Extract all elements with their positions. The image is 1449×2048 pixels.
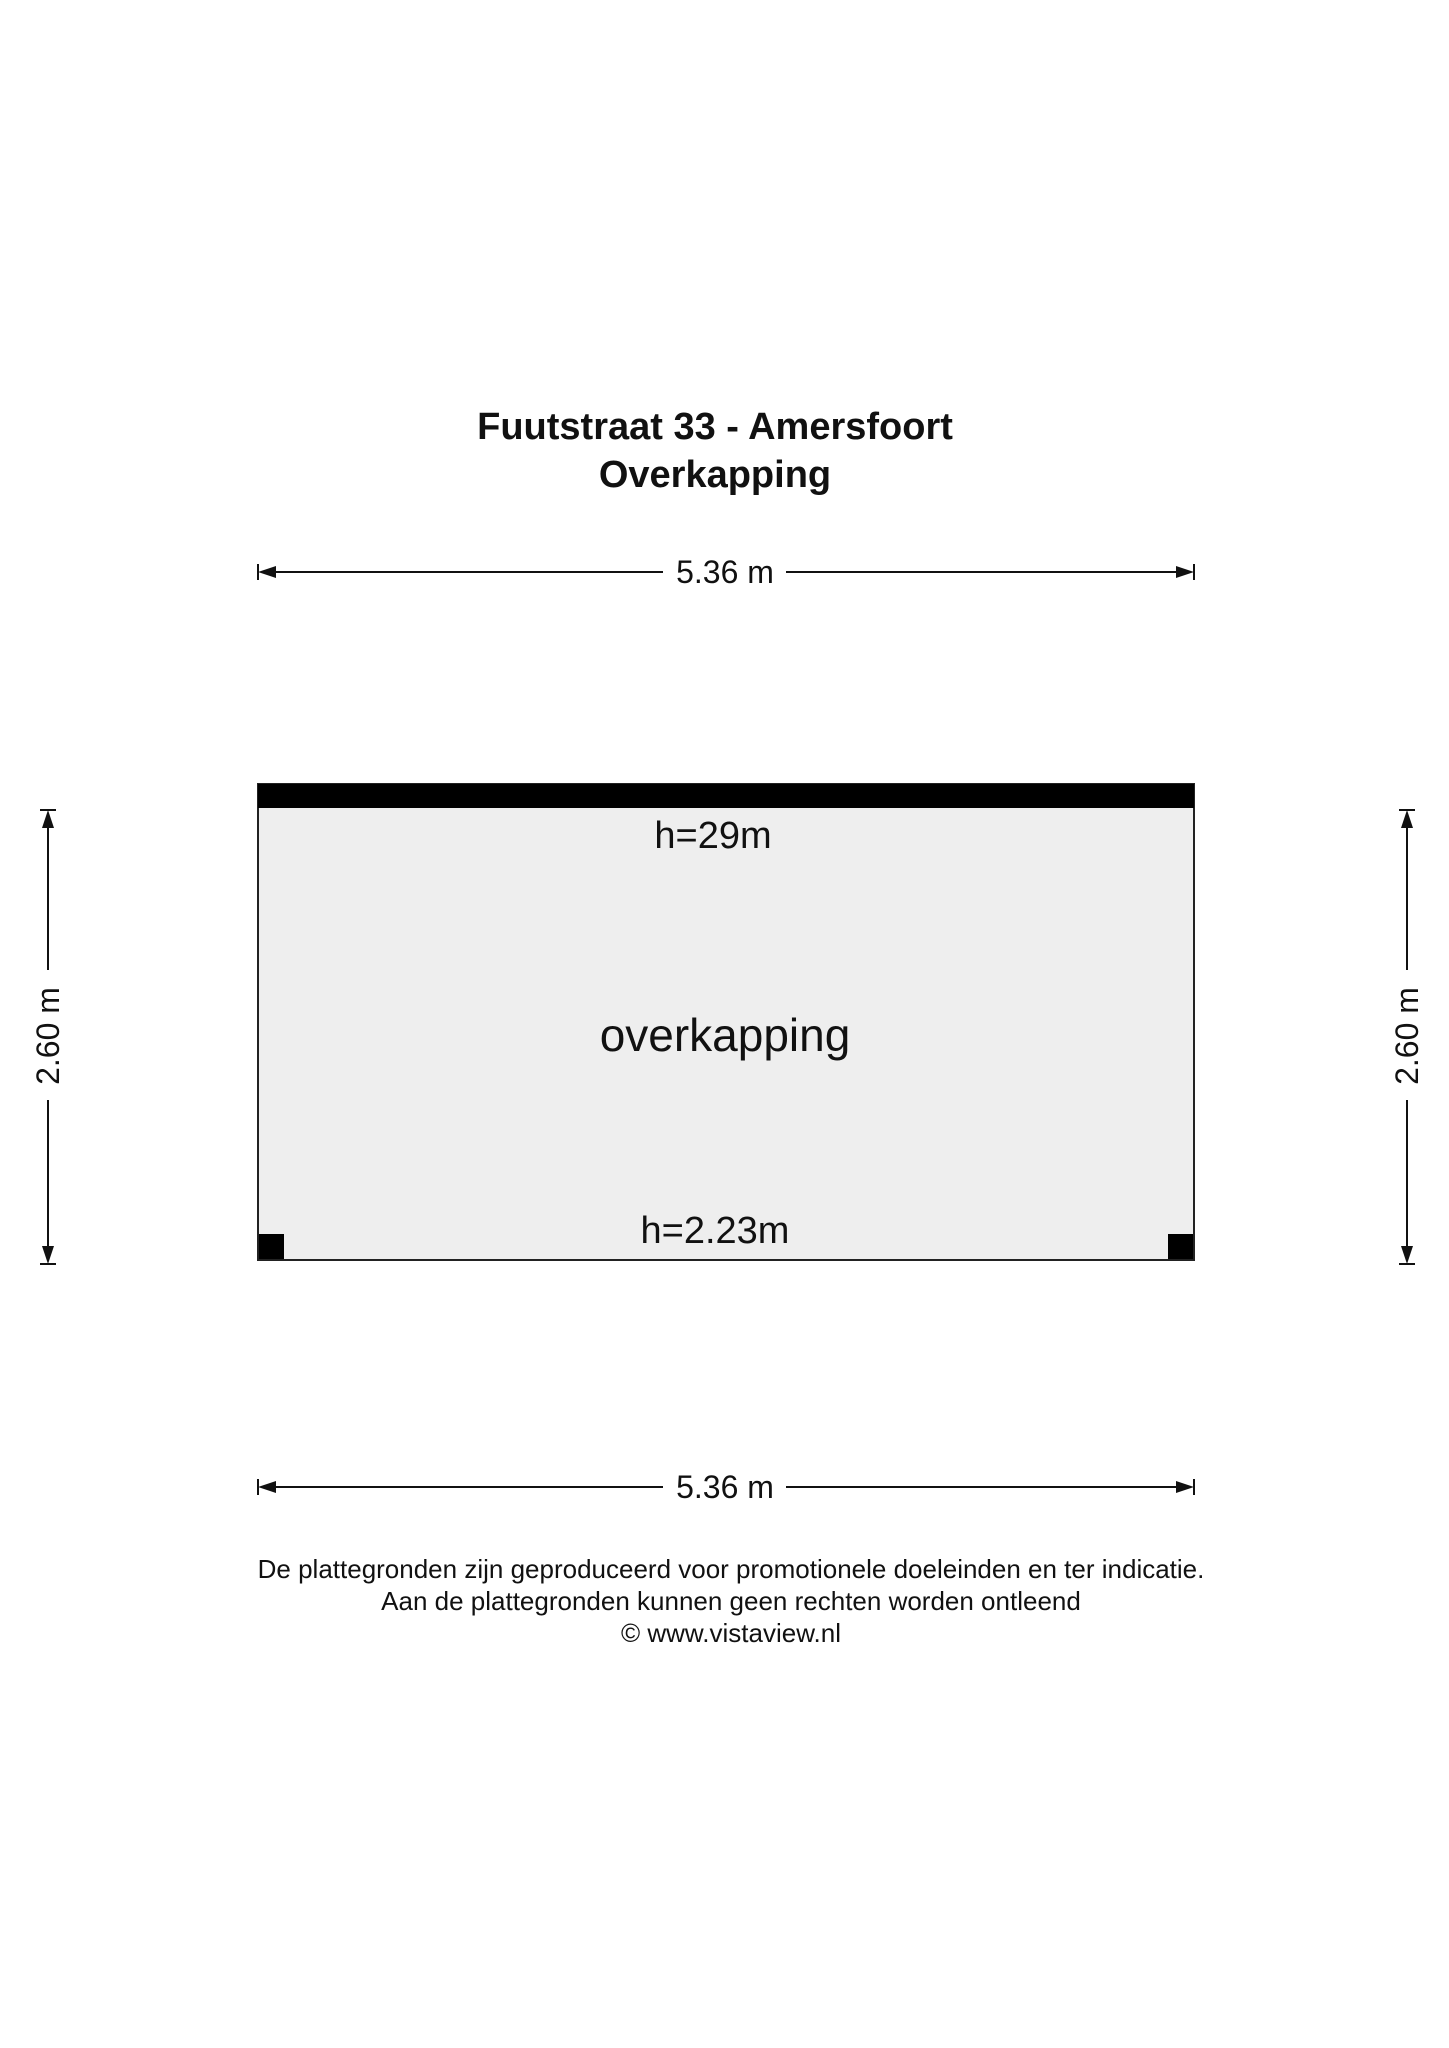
back-wall bbox=[258, 784, 1194, 808]
dimension-label-right: 2.60 m bbox=[1389, 987, 1425, 1085]
dimension-label-bottom: 5.36 m bbox=[676, 1469, 774, 1505]
copyright-text: © www.vistaview.nl bbox=[621, 1618, 841, 1648]
arrowhead-up bbox=[42, 810, 54, 828]
arrowhead-right bbox=[1176, 566, 1194, 578]
dimension-left-height bbox=[30, 810, 66, 1264]
dimension-right-height bbox=[1389, 810, 1425, 1264]
arrowhead-right bbox=[1176, 1481, 1194, 1493]
dimension-label-top: 5.36 m bbox=[676, 554, 774, 590]
plan-subtitle: Overkapping bbox=[598, 454, 832, 496]
post-left bbox=[259, 1234, 284, 1259]
room-name: overkapping bbox=[599, 1009, 851, 1061]
dimension-bottom-width bbox=[258, 1469, 1194, 1505]
arrowhead-left bbox=[258, 566, 276, 578]
disclaimer-line-1: De plattegronden zijn geproduceerd voor promotionele doeleinden en ter indicatie. bbox=[257, 1554, 1205, 1584]
room-overkapping bbox=[258, 784, 1194, 1260]
arrowhead-down bbox=[42, 1246, 54, 1264]
dimension-top-width bbox=[258, 1, 1194, 590]
post-right bbox=[1168, 1234, 1193, 1259]
disclaimer-line-2: Aan de plattegronden kunnen geen rechten worden ontleend bbox=[381, 1586, 1081, 1616]
height-label-back: h=29m bbox=[654, 815, 772, 857]
height-label-front: h=2.23m bbox=[640, 1210, 790, 1252]
dimension-label-left: 2.60 m bbox=[30, 987, 66, 1085]
arrowhead-up bbox=[1401, 810, 1413, 828]
plan-title: Fuutstraat 33 - Amersfoort bbox=[477, 406, 953, 448]
arrowhead-left bbox=[258, 1481, 276, 1493]
disclaimer bbox=[0, 1553, 1449, 1649]
arrowhead-down bbox=[1401, 1246, 1413, 1264]
